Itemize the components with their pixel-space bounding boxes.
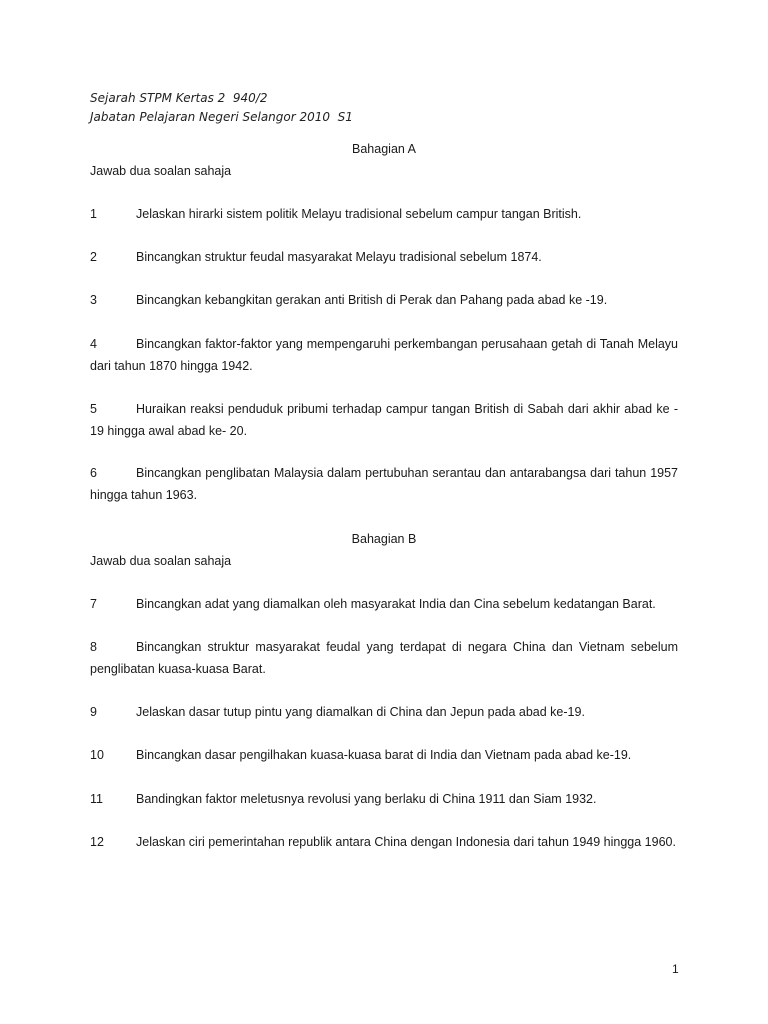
question-1 <box>90 203 678 225</box>
question-text: Jelaskan ciri pemerintahan republik antara China dengan Indonesia dari tahun 1949 hingga 1960. <box>136 835 676 849</box>
question-2 <box>90 246 678 268</box>
question-5 <box>90 398 678 442</box>
section-b-instruction: Jawab dua soalan sahaja <box>90 554 232 568</box>
question-10 <box>90 744 678 766</box>
section-a-title: Bahagian A <box>352 142 416 156</box>
question-number: 12 <box>90 835 104 849</box>
question-number: 6 <box>90 466 97 480</box>
question-number: 8 <box>90 640 97 654</box>
question-number: 11 <box>90 792 103 806</box>
question-4 <box>90 333 678 377</box>
document-header <box>90 89 353 127</box>
question-11 <box>90 788 678 810</box>
question-text: Jelaskan hirarki sistem politik Melayu tradisional sebelum campur tangan British. <box>136 207 582 221</box>
question-number: 9 <box>90 705 97 719</box>
question-number: 7 <box>90 597 97 611</box>
question-number: 3 <box>90 293 97 307</box>
question-text: Bincangkan kebangkitan gerakan anti British di Perak dan Pahang pada abad ke -19. <box>136 293 608 307</box>
question-number: 1 <box>90 207 97 221</box>
header-line-2: Jabatan Pelajaran Negeri Selangor 2010 S1 <box>90 110 353 124</box>
question-number: 5 <box>90 402 97 416</box>
question-number: 10 <box>90 748 104 762</box>
question-text: Bincangkan adat yang diamalkan oleh masyarakat India dan Cina sebelum kedatangan Barat. <box>136 597 656 611</box>
question-text: Bincangkan struktur feudal masyarakat Melayu tradisional sebelum 1874. <box>136 250 542 264</box>
section-a-instruction: Jawab dua soalan sahaja <box>90 164 232 178</box>
section-b-title: Bahagian B <box>351 532 417 546</box>
question-7 <box>90 593 678 615</box>
question-text: Bincangkan faktor-faktor yang mempengaruhi perkembangan perusahaan getah di Tanah Melayu dari tahun 1870 hingga 1942. <box>90 337 678 373</box>
question-text: Bincangkan penglibatan Malaysia dalam pertubuhan serantau dan antarabangsa dari tahun 1957 hingga tahun 1963. <box>90 466 678 502</box>
question-8 <box>90 636 678 680</box>
question-text: Bincangkan dasar pengilhakan kuasa-kuasa barat di India dan Vietnam pada abad ke-19. <box>136 748 632 762</box>
question-text: Jelaskan dasar tutup pintu yang diamalkan di China dan Jepun pada abad ke-19. <box>136 705 585 719</box>
question-12 <box>90 831 678 853</box>
question-6 <box>90 462 678 506</box>
header-line-1: Sejarah STPM Kertas 2 940/2 <box>90 91 268 105</box>
page-number: 1 <box>672 962 679 976</box>
question-number: 2 <box>90 250 97 264</box>
question-text: Bincangkan struktur masyarakat feudal yang terdapat di negara China dan Vietnam sebelum penglibatan kuasa-kuasa Barat. <box>90 640 678 676</box>
question-3 <box>90 289 678 311</box>
question-text: Huraikan reaksi penduduk pribumi terhadap campur tangan British di Sabah dari akhir abad ke - 19 hingga awal abad ke- 20. <box>90 402 678 438</box>
question-number: 4 <box>90 337 97 351</box>
question-text: Bandingkan faktor meletusnya revolusi yang berlaku di China 1911 dan Siam 1932. <box>136 792 597 806</box>
question-9 <box>90 701 678 723</box>
